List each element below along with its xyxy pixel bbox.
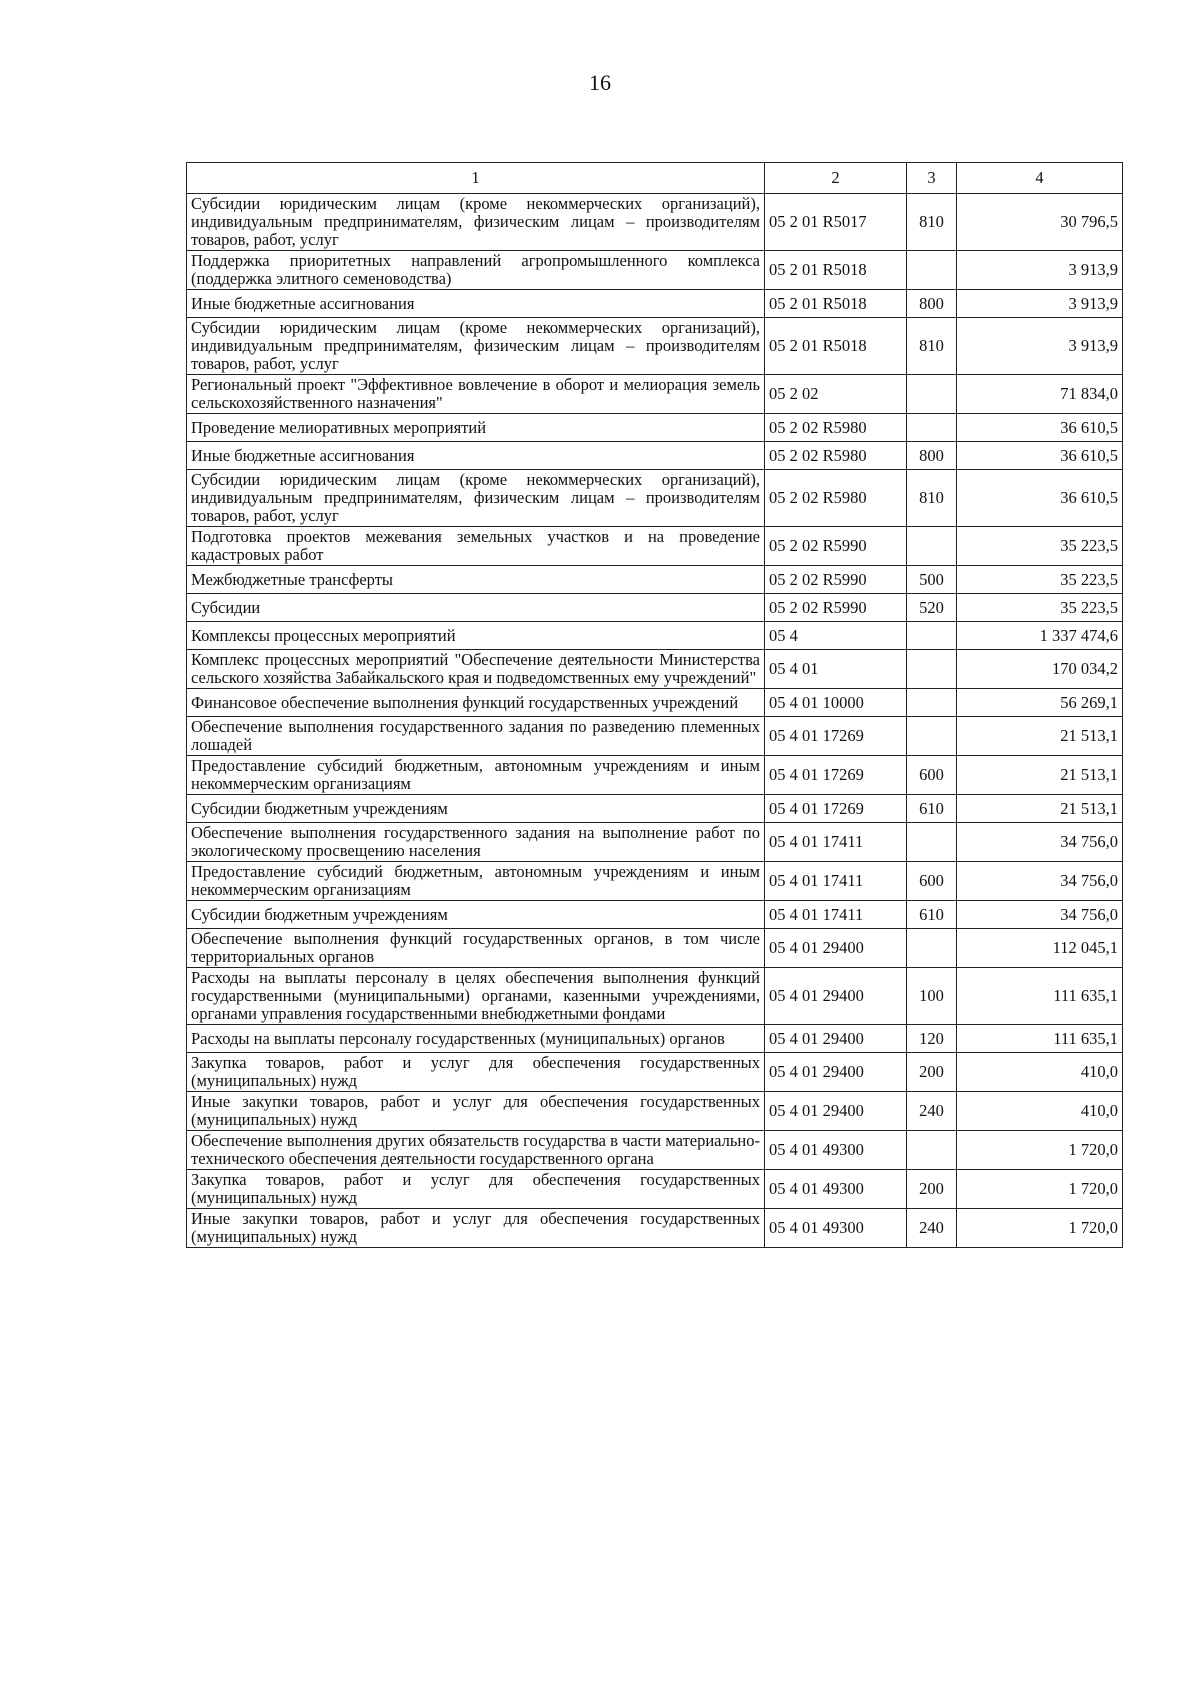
row-name-cell: Иные бюджетные ассигнования (187, 290, 765, 318)
row-sum-cell: 3 913,9 (957, 318, 1123, 375)
row-name-cell: Обеспечение выполнения других обязательств государства в части материально-технического обеспечения деятельности государственного органа (187, 1131, 765, 1170)
row-sum-cell: 3 913,9 (957, 290, 1123, 318)
row-expense-type-cell: 600 (907, 862, 957, 901)
row-code-cell: 05 4 01 17269 (765, 756, 907, 795)
row-expense-type-cell: 600 (907, 756, 957, 795)
row-expense-type-cell: 610 (907, 901, 957, 929)
header-col-1: 1 (187, 163, 765, 194)
row-name-cell: Финансовое обеспечение выполнения функций государственных учреждений (187, 689, 765, 717)
row-code-cell: 05 4 01 29400 (765, 1025, 907, 1053)
row-sum-cell: 21 513,1 (957, 795, 1123, 823)
row-expense-type-cell (907, 1131, 957, 1170)
row-code-cell: 05 4 01 17411 (765, 823, 907, 862)
row-code-cell: 05 4 01 29400 (765, 1092, 907, 1131)
table-row (187, 290, 1123, 318)
table-row (187, 689, 1123, 717)
table-row (187, 901, 1123, 929)
table-row (187, 795, 1123, 823)
row-sum-cell: 1 337 474,6 (957, 622, 1123, 650)
row-expense-type-cell: 240 (907, 1092, 957, 1131)
row-code-cell: 05 4 01 17411 (765, 901, 907, 929)
row-name-cell: Комплекс процессных мероприятий "Обеспечение деятельности Министерства сельского хозяйства Забайкальского края и подведомственных ему учреждений" (187, 650, 765, 689)
table-row (187, 1025, 1123, 1053)
row-name-cell: Закупка товаров, работ и услуг для обеспечения государственных (муниципальных) нужд (187, 1053, 765, 1092)
row-expense-type-cell: 810 (907, 194, 957, 251)
row-sum-cell: 34 756,0 (957, 823, 1123, 862)
row-sum-cell: 71 834,0 (957, 375, 1123, 414)
row-code-cell: 05 2 02 R5990 (765, 566, 907, 594)
row-name-cell: Расходы на выплаты персоналу в целях обеспечения выполнения функций государственными (муниципальными) органами, казенными учреждениями, органами управления государственными внебюджетными фондами (187, 968, 765, 1025)
row-code-cell: 05 4 01 (765, 650, 907, 689)
table-row (187, 1209, 1123, 1248)
row-expense-type-cell: 240 (907, 1209, 957, 1248)
row-expense-type-cell (907, 414, 957, 442)
row-expense-type-cell (907, 929, 957, 968)
row-code-cell: 05 4 01 49300 (765, 1131, 907, 1170)
row-name-cell: Иные закупки товаров, работ и услуг для обеспечения государственных (муниципальных) нужд (187, 1092, 765, 1131)
row-code-cell: 05 4 01 10000 (765, 689, 907, 717)
row-name-cell: Субсидии (187, 594, 765, 622)
row-code-cell: 05 4 01 17269 (765, 795, 907, 823)
row-code-cell: 05 4 01 49300 (765, 1170, 907, 1209)
row-sum-cell: 34 756,0 (957, 862, 1123, 901)
row-expense-type-cell (907, 251, 957, 290)
table-row (187, 470, 1123, 527)
row-name-cell: Иные бюджетные ассигнования (187, 442, 765, 470)
table-row (187, 375, 1123, 414)
table-row (187, 442, 1123, 470)
table-body (187, 194, 1123, 1248)
row-sum-cell: 3 913,9 (957, 251, 1123, 290)
header-row (187, 163, 1123, 194)
row-expense-type-cell (907, 527, 957, 566)
row-code-cell: 05 4 01 29400 (765, 1053, 907, 1092)
table-header (187, 163, 1123, 194)
row-expense-type-cell: 500 (907, 566, 957, 594)
row-name-cell: Обеспечение выполнения функций государственных органов, в том числе территориальных органов (187, 929, 765, 968)
row-name-cell: Региональный проект "Эффективное вовлечение в оборот и мелиорация земель сельскохозяйственного назначения" (187, 375, 765, 414)
row-name-cell: Комплексы процессных мероприятий (187, 622, 765, 650)
table-row (187, 594, 1123, 622)
row-name-cell: Расходы на выплаты персоналу государственных (муниципальных) органов (187, 1025, 765, 1053)
row-code-cell: 05 4 01 17269 (765, 717, 907, 756)
row-expense-type-cell: 800 (907, 290, 957, 318)
row-sum-cell: 410,0 (957, 1092, 1123, 1131)
header-col-3: 3 (907, 163, 957, 194)
row-name-cell: Поддержка приоритетных направлений агропромышленного комплекса (поддержка элитного семеноводства) (187, 251, 765, 290)
row-name-cell: Субсидии юридическим лицам (кроме некоммерческих организаций), индивидуальным предпринимателям, физическим лицам – производителям товаров, работ, услуг (187, 194, 765, 251)
row-expense-type-cell (907, 650, 957, 689)
row-expense-type-cell: 810 (907, 470, 957, 527)
row-code-cell: 05 4 01 29400 (765, 968, 907, 1025)
row-sum-cell: 170 034,2 (957, 650, 1123, 689)
row-sum-cell: 34 756,0 (957, 901, 1123, 929)
row-code-cell: 05 4 01 17411 (765, 862, 907, 901)
row-name-cell: Обеспечение выполнения государственного задания по разведению племенных лошадей (187, 717, 765, 756)
row-code-cell: 05 4 (765, 622, 907, 650)
row-code-cell: 05 4 01 29400 (765, 929, 907, 968)
table-row (187, 823, 1123, 862)
page-number: 16 (589, 70, 611, 95)
row-code-cell: 05 2 01 R5018 (765, 318, 907, 375)
row-code-cell: 05 2 01 R5018 (765, 251, 907, 290)
table-row (187, 318, 1123, 375)
row-name-cell: Закупка товаров, работ и услуг для обеспечения государственных (муниципальных) нужд (187, 1170, 765, 1209)
table-row (187, 251, 1123, 290)
row-sum-cell: 30 796,5 (957, 194, 1123, 251)
row-code-cell: 05 2 02 R5990 (765, 527, 907, 566)
row-expense-type-cell: 810 (907, 318, 957, 375)
row-name-cell: Предоставление субсидий бюджетным, автономным учреждениям и иным некоммерческим организациям (187, 756, 765, 795)
row-name-cell: Субсидии юридическим лицам (кроме некоммерческих организаций), индивидуальным предпринимателям, физическим лицам – производителям товаров, работ, услуг (187, 470, 765, 527)
row-sum-cell: 21 513,1 (957, 756, 1123, 795)
table-row (187, 862, 1123, 901)
row-code-cell: 05 2 02 R5980 (765, 442, 907, 470)
table-row (187, 968, 1123, 1025)
row-sum-cell: 56 269,1 (957, 689, 1123, 717)
row-code-cell: 05 4 01 49300 (765, 1209, 907, 1248)
row-name-cell: Иные закупки товаров, работ и услуг для обеспечения государственных (муниципальных) нужд (187, 1209, 765, 1248)
row-expense-type-cell: 520 (907, 594, 957, 622)
table-row (187, 929, 1123, 968)
row-code-cell: 05 2 01 R5018 (765, 290, 907, 318)
table-row (187, 756, 1123, 795)
row-sum-cell: 35 223,5 (957, 594, 1123, 622)
row-sum-cell: 1 720,0 (957, 1170, 1123, 1209)
row-expense-type-cell (907, 622, 957, 650)
row-expense-type-cell: 800 (907, 442, 957, 470)
row-name-cell: Межбюджетные трансферты (187, 566, 765, 594)
row-code-cell: 05 2 02 R5980 (765, 470, 907, 527)
row-expense-type-cell (907, 717, 957, 756)
row-name-cell: Обеспечение выполнения государственного задания на выполнение работ по экологическому просвещению населения (187, 823, 765, 862)
table-row (187, 527, 1123, 566)
row-sum-cell: 36 610,5 (957, 414, 1123, 442)
row-expense-type-cell (907, 375, 957, 414)
row-code-cell: 05 2 02 R5980 (765, 414, 907, 442)
table-row (187, 194, 1123, 251)
row-expense-type-cell: 610 (907, 795, 957, 823)
table-row (187, 717, 1123, 756)
row-sum-cell: 111 635,1 (957, 968, 1123, 1025)
row-name-cell: Субсидии бюджетным учреждениям (187, 795, 765, 823)
row-expense-type-cell: 200 (907, 1170, 957, 1209)
table-row (187, 650, 1123, 689)
row-sum-cell: 410,0 (957, 1053, 1123, 1092)
row-sum-cell: 111 635,1 (957, 1025, 1123, 1053)
row-code-cell: 05 2 02 (765, 375, 907, 414)
header-col-2: 2 (765, 163, 907, 194)
row-expense-type-cell (907, 823, 957, 862)
table-row (187, 1092, 1123, 1131)
row-name-cell: Подготовка проектов межевания земельных участков и на проведение кадастровых работ (187, 527, 765, 566)
table-row (187, 414, 1123, 442)
row-sum-cell: 1 720,0 (957, 1209, 1123, 1248)
row-name-cell: Проведение мелиоративных мероприятий (187, 414, 765, 442)
table-row (187, 622, 1123, 650)
row-expense-type-cell: 100 (907, 968, 957, 1025)
table-row (187, 566, 1123, 594)
row-expense-type-cell (907, 689, 957, 717)
row-sum-cell: 35 223,5 (957, 566, 1123, 594)
row-expense-type-cell: 200 (907, 1053, 957, 1092)
row-sum-cell: 1 720,0 (957, 1131, 1123, 1170)
table-row (187, 1053, 1123, 1092)
row-name-cell: Субсидии юридическим лицам (кроме некоммерческих организаций), индивидуальным предпринимателям, физическим лицам – производителям товаров, работ, услуг (187, 318, 765, 375)
row-sum-cell: 36 610,5 (957, 470, 1123, 527)
row-code-cell: 05 2 01 R5017 (765, 194, 907, 251)
row-expense-type-cell: 120 (907, 1025, 957, 1053)
table-row (187, 1131, 1123, 1170)
row-sum-cell: 21 513,1 (957, 717, 1123, 756)
row-sum-cell: 112 045,1 (957, 929, 1123, 968)
row-sum-cell: 35 223,5 (957, 527, 1123, 566)
row-name-cell: Предоставление субсидий бюджетным, автономным учреждениям и иным некоммерческим организациям (187, 862, 765, 901)
row-code-cell: 05 2 02 R5990 (765, 594, 907, 622)
budget-table (186, 162, 1123, 1248)
table-row (187, 1170, 1123, 1209)
row-name-cell: Субсидии бюджетным учреждениям (187, 901, 765, 929)
header-col-4: 4 (957, 163, 1123, 194)
row-sum-cell: 36 610,5 (957, 442, 1123, 470)
